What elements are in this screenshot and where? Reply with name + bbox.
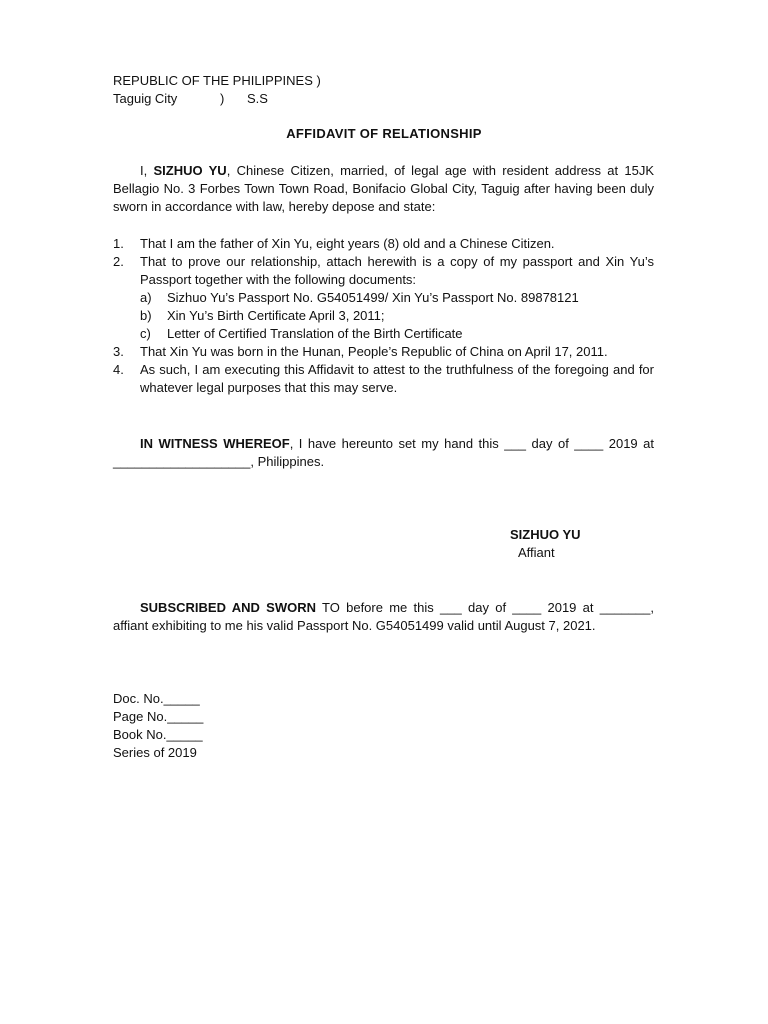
list-item-number: 3. — [113, 344, 124, 359]
venue-ss: S.S — [247, 91, 268, 106]
venue-city-line — [113, 90, 321, 108]
sub-list-item-letter: b) — [140, 308, 152, 323]
list-item-number: 1. — [113, 236, 124, 251]
intro-prefix: I, — [140, 163, 154, 178]
venue-block — [113, 72, 321, 108]
list-item-text: That I am the father of Xin Yu, eight years (8) old and a Chinese Citizen. — [140, 236, 555, 251]
sub-list-item-letter: c) — [140, 326, 151, 341]
witness-heading: IN WITNESS WHEREOF — [140, 436, 290, 451]
notary-series: Series of 2019 — [113, 745, 197, 760]
notary-page-no: Page No._____ — [113, 709, 204, 724]
sub-list-item — [140, 325, 654, 343]
list-item-number: 4. — [113, 362, 124, 377]
witness-text: , I have hereunto set my hand this ___ day of ____ 2019 at ___________________, Philippines. — [113, 436, 655, 469]
venue-republic: REPUBLIC OF THE PHILIPPINES ) — [113, 73, 321, 88]
sub-list-item-text: Letter of Certified Translation of the Birth Certificate — [167, 326, 463, 341]
jurat-paragraph — [113, 599, 654, 635]
document-title: AFFIDAVIT OF RELATIONSHIP — [286, 126, 482, 141]
list-item-text: As such, I am executing this Affidavit to attest to the truthfulness of the foregoing and for whatever legal purposes that this may serve. — [140, 362, 654, 395]
list-item-text: That Xin Yu was born in the Hunan, People’s Republic of China on April 17, 2011. — [140, 344, 608, 359]
sub-list-item — [140, 289, 654, 307]
list-item-number: 2. — [113, 254, 124, 269]
jurat-text: TO before me this ___ day of ____ 2019 at _______, affiant exhibiting to me his valid Passport No. G54051499 valid until August 7, 2021. — [113, 600, 654, 633]
sub-list-item-text: Xin Yu’s Birth Certificate April 3, 2011; — [167, 308, 385, 323]
list-item — [113, 253, 654, 343]
venue-city: Taguig City — [113, 91, 178, 106]
sub-list-item-letter: a) — [140, 290, 152, 305]
notary-doc-no: Doc. No._____ — [113, 691, 200, 706]
list-item — [113, 361, 654, 397]
sub-list-item-text: Sizhuo Yu’s Passport No. G54051499/ Xin Yu’s Passport No. 89878121 — [167, 290, 579, 305]
list-item-text: That to prove our relationship, attach herewith is a copy of my passport and Xin Yu’s Passport together with the following documents: — [140, 254, 654, 287]
witness-paragraph — [113, 435, 654, 471]
jurat-heading: SUBSCRIBED AND SWORN — [140, 600, 316, 615]
intro-paragraph — [113, 162, 654, 216]
venue-paren: ) — [220, 91, 225, 106]
intro-text: , Chinese Citizen, married, of legal age with resident address at 15JK Bellagio No. 3 Forbes Town Town Road, Bonifacio Global City, Taguig after having been duly sworn in accordance with law, hereby depose and state: — [113, 163, 654, 214]
signature-role: Affiant — [518, 545, 555, 560]
notary-block — [113, 690, 203, 762]
affiant-name: SIZHUO YU — [153, 163, 227, 178]
sub-list-item — [140, 307, 654, 325]
notary-book-no: Book No._____ — [113, 727, 203, 742]
signature-name: SIZHUO YU — [510, 527, 581, 542]
list-item — [113, 343, 654, 361]
statement-list — [113, 235, 654, 397]
list-item — [113, 235, 654, 253]
